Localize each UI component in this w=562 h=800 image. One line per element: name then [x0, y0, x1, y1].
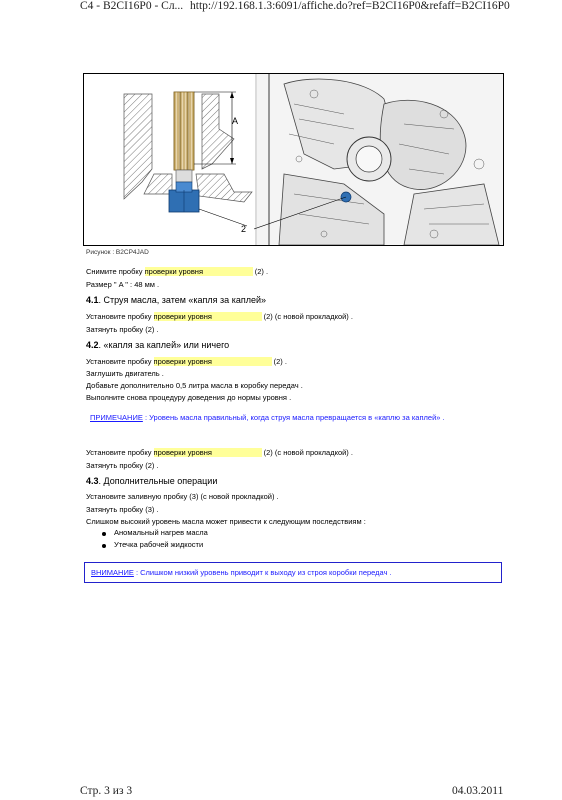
figure-caption: Рисунок : B2CP4JAD [86, 249, 149, 256]
print-date: 04.03.2011 [452, 785, 504, 797]
highlight-check-level: проверки уровня [154, 448, 262, 457]
s42-add-oil: Добавьте дополнительно 0,5 литра масла в коробку передач . [86, 381, 303, 390]
s42-repeat: Выполните снова процедуру доведения до нормы уровня . [86, 393, 292, 402]
step-remove-plug: Снимите пробку проверки уровня (2) . [86, 267, 269, 276]
technical-figure [83, 73, 504, 246]
highlight-check-level: проверки уровня [154, 357, 272, 366]
s41-tighten: Затянуть пробку (2) . [86, 325, 159, 334]
s42-install-plug: Установите пробку проверки уровня (2) . [86, 357, 287, 366]
highlight-check-level: проверки уровня [145, 267, 253, 276]
page-url: http://192.168.1.3:6091/affiche.do?ref=B2CI16P0&refaff=B2CI16P0 [190, 0, 510, 12]
section-heading-4-2: 4.2. «капля за каплей» или ничего [86, 340, 230, 350]
after-note-install-plug: Установите пробку проверки уровня (2) (с новой прокладкой) . [86, 448, 353, 457]
bullet-dot [102, 544, 106, 548]
warning-box [84, 562, 502, 583]
bullet-item: Аномальный нагрев масла [114, 528, 208, 537]
section-heading-4-1: 4.1. Струя масла, затем «капля за каплей» [86, 295, 266, 305]
s41-install-plug: Установите пробку проверки уровня (2) (с новой прокладкой) . [86, 312, 353, 321]
dimension-a-label: A [232, 116, 239, 126]
s42-stop-engine: Заглушить двигатель . [86, 369, 164, 378]
warning-text: ВНИМАНИЕ : Слишком низкий уровень приводит к выходу из строя коробки передач . [91, 568, 392, 577]
tab-title: C4 - B2CI16P0 - Сл... [80, 0, 184, 12]
after-note-tighten: Затянуть пробку (2) . [86, 461, 159, 470]
dimension-size: Размер " A " : 48 мм . [86, 280, 160, 289]
bullet-item: Утечка рабочей жидкости [114, 540, 204, 549]
note-block: ПРИМЕЧАНИЕ : Уровень масла правильный, когда струя масла превращается в «каплю за каплей» . [90, 413, 445, 422]
s43-consequences: Слишком высокий уровень масла может привести к следующим последствиям : [86, 517, 366, 526]
callout-2-label: 2 [241, 224, 247, 234]
section-heading-4-3: 4.3. Дополнительные операции [86, 476, 218, 486]
page-number: Стр. 3 из 3 [80, 785, 133, 797]
bullet-dot [102, 532, 106, 536]
figure-drawing [84, 74, 503, 245]
highlight-check-level: проверки уровня [154, 312, 262, 321]
s43-install-fill-plug: Установите заливную пробку (3) (с новой прокладкой) . [86, 492, 279, 501]
s43-tighten: Затянуть пробку (3) . [86, 505, 159, 514]
